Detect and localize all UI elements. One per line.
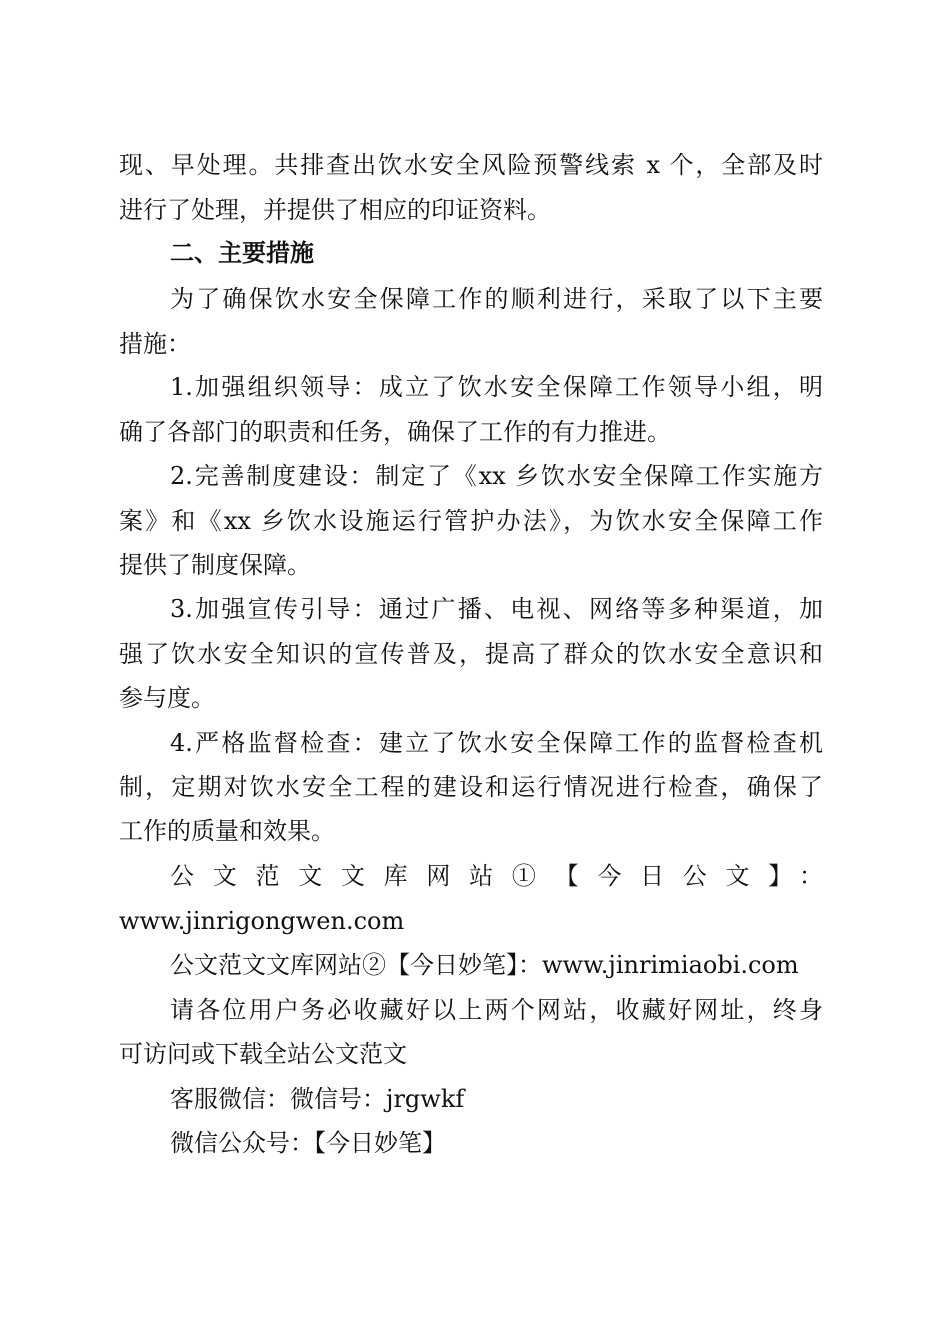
section-heading: 二、主要措施 [170, 239, 314, 267]
site-2-line: 公文范文文库网站②【今日妙笔】：www.jinrimiaobi.com [170, 951, 799, 979]
paragraph-line: 现、早处理。共排查出饮水安全风险预警线索 x 个，全部及时 [119, 151, 823, 179]
customer-service-wechat: 客服微信：微信号：jrgwkf [170, 1085, 465, 1113]
measure-3-line: 3.加强宣传引导：通过广播、电视、网络等多种渠道，加 [170, 595, 823, 623]
paragraph-line: 进行了处理，并提供了相应的印证资料。 [119, 196, 551, 224]
measure-4-line: 4.严格监督检查：建立了饮水安全保障工作的监督检查机 [170, 729, 823, 757]
measure-2-line: 提供了制度保障。 [119, 551, 311, 579]
measure-3-line: 参与度。 [119, 684, 215, 712]
reminder-line: 可访问或下载全站公文范文 [119, 1040, 407, 1068]
reminder-line: 请各位用户务必收藏好以上两个网站，收藏好网址，终身 [170, 996, 823, 1024]
measure-1-line: 1.加强组织领导：成立了饮水安全保障工作领导小组，明 [170, 373, 823, 401]
site-1-label: 公文范文文库网站①【今日公文】： [170, 862, 823, 890]
site-1-url: www.jinrigongwen.com [119, 907, 405, 935]
paragraph-line: 措施： [119, 330, 191, 358]
measure-3-line: 强了饮水安全知识的宣传普及，提高了群众的饮水安全意识和 [119, 640, 823, 668]
measure-4-line: 工作的质量和效果。 [119, 817, 335, 845]
measure-4-line: 制，定期对饮水安全工程的建设和运行情况进行检查，确保了 [119, 773, 823, 801]
measure-2-line: 2.完善制度建设：制定了《xx 乡饮水安全保障工作实施方 [170, 462, 823, 490]
wechat-official-account: 微信公众号：【今日妙笔】 [170, 1129, 446, 1157]
measure-2-line: 案》和《xx 乡饮水设施运行管护办法》，为饮水安全保障工作 [119, 507, 823, 535]
measure-1-line: 确了各部门的职责和任务，确保了工作的有力推进。 [119, 418, 671, 446]
paragraph-line: 为了确保饮水安全保障工作的顺利进行，采取了以下主要 [170, 285, 823, 313]
